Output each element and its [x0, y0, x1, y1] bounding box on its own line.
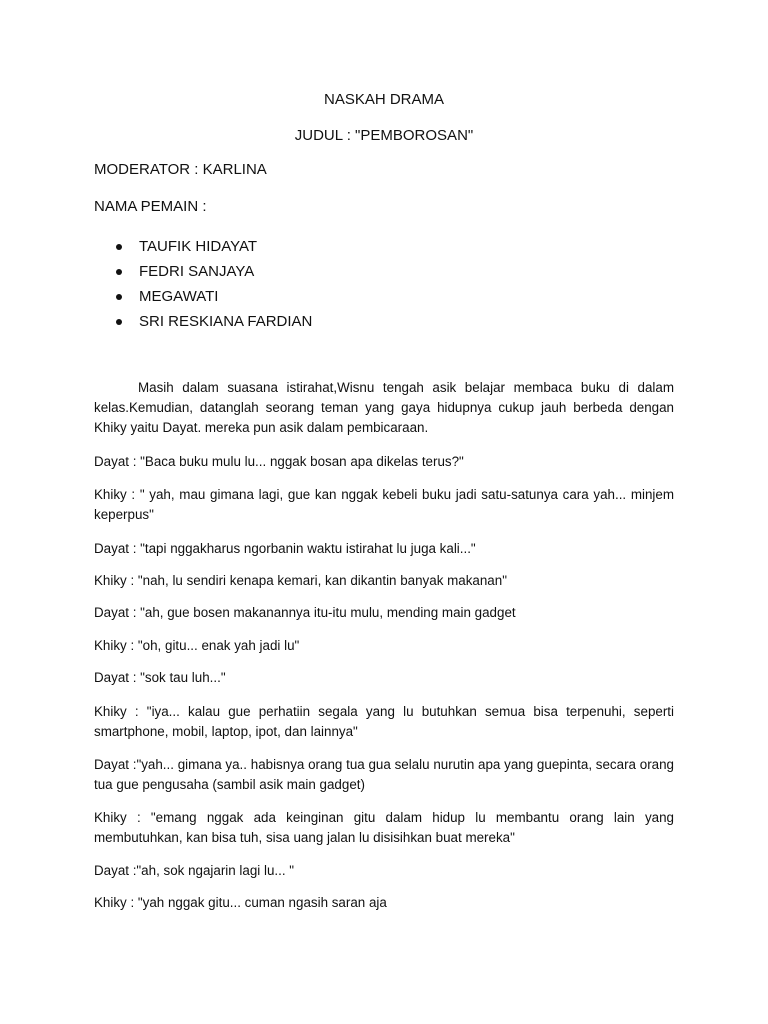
dialogue-line: Dayat :"ah, sok ngajarin lagi lu... " [94, 863, 295, 878]
cast-item [116, 284, 312, 309]
dialogue-line: Dayat :"yah... gimana ya.. habisnya orang tua gua selalu nurutin apa yang guepinta, secara orang tua gue pengusaha (sambil asik main gadget) [94, 757, 674, 792]
dialogue-line: Khiky : "nah, lu sendiri kenapa kemari, kan dikantin banyak makanan" [94, 573, 507, 588]
narration-paragraph: Masih dalam suasana istirahat,Wisnu tengah asik belajar membaca buku di dalam kelas.Kemudian, datanglah seorang teman yang gaya hidupnya cukup jauh berbeda dengan Khiky yaitu Dayat. mereka pun asik dalam pembicaraan. [94, 380, 674, 435]
cast-label: NAMA PEMAIN : [94, 198, 207, 215]
cast-item [116, 259, 312, 284]
dialogue-line: Khiky : "oh, gitu... enak yah jadi lu" [94, 638, 300, 653]
bullet-icon [116, 269, 122, 275]
cast-name: TAUFIK HIDAYAT [139, 237, 258, 255]
dialogue-line: Khiky : " yah, mau gimana lagi, gue kan nggak kebeli buku jadi satu-satunya cara yah... minjem keperpus" [94, 487, 674, 522]
bullet-icon [116, 319, 122, 325]
dialogue-line: Dayat : "sok tau luh..." [94, 670, 226, 685]
cast-item [116, 234, 312, 259]
cast-list [116, 234, 312, 334]
dialogue-line: Dayat : "ah, gue bosen makanannya itu-itu mulu, mending main gadget [94, 605, 516, 620]
dialogue-line: Dayat : "tapi nggakharus ngorbanin waktu istirahat lu juga kali..." [94, 541, 476, 556]
dialogue-line: Khiky : "yah nggak gitu... cuman ngasih saran aja [94, 895, 387, 910]
cast-name: MEGAWATI [139, 287, 219, 305]
bullet-icon [116, 244, 122, 250]
document-title: JUDUL : "PEMBOROSAN" [294, 127, 474, 144]
dialogue-line: Khiky : "emang nggak ada keinginan gitu dalam hidup lu membantu orang lain yang membutuhkan, kan bisa tuh, sisa uang jalan lu disisihkan buat mereka" [94, 810, 674, 845]
bullet-icon [116, 294, 122, 300]
dialogue-line: Khiky : "iya... kalau gue perhatiin segala yang lu butuhkan semua bisa terpenuhi, seperti smartphone, mobil, laptop, ipot, dan lainnya" [94, 704, 674, 739]
document-heading: NASKAH DRAMA [323, 91, 445, 108]
cast-name: SRI RESKIANA FARDIAN [139, 312, 313, 330]
cast-item [116, 309, 312, 334]
cast-name: FEDRI SANJAYA [139, 262, 255, 280]
moderator-line: MODERATOR : KARLINA [94, 161, 267, 178]
dialogue-line: Dayat : "Baca buku mulu lu... nggak bosan apa dikelas terus?" [94, 454, 464, 469]
